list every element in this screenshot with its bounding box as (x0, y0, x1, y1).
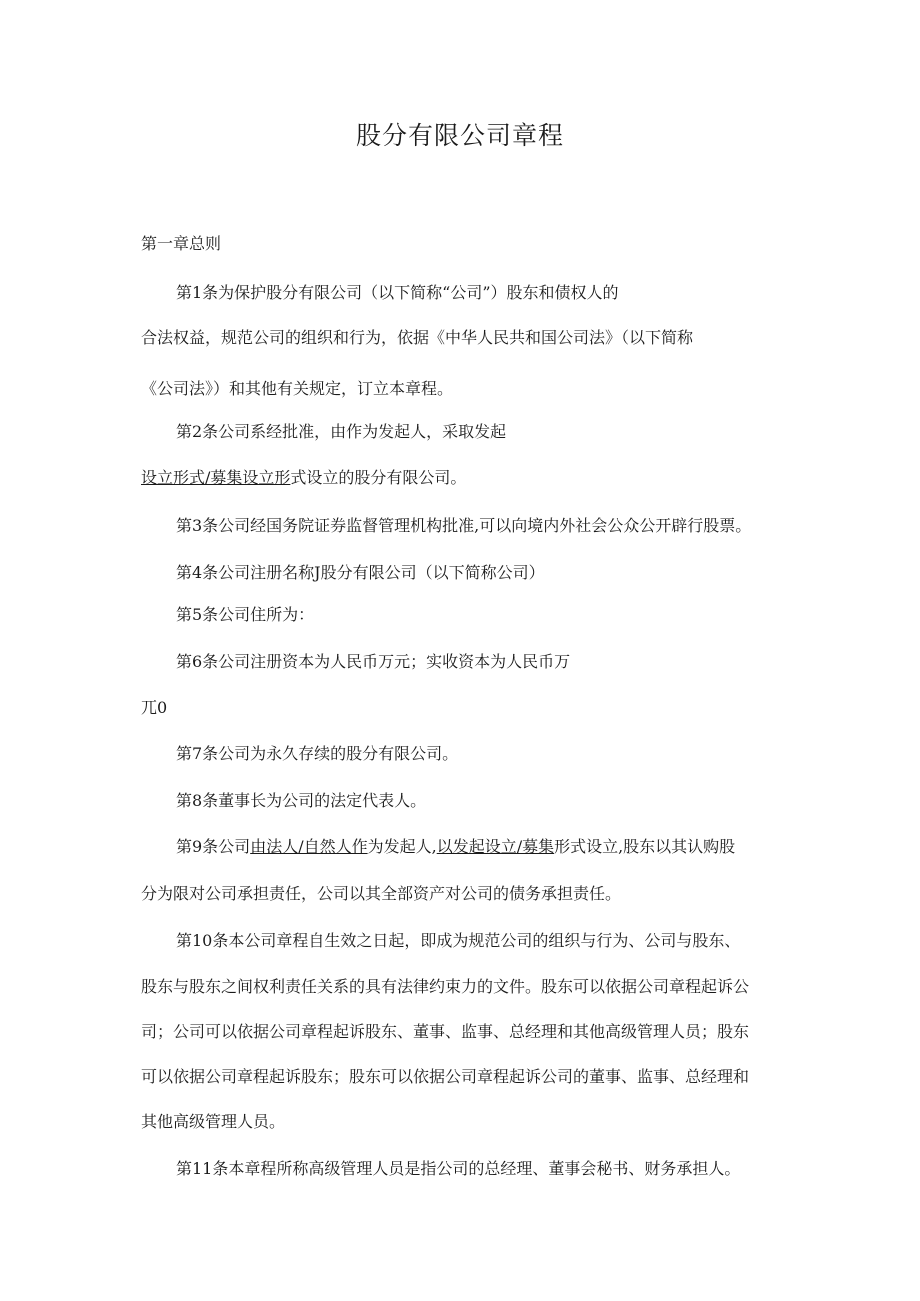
article-9-line-1 (176, 836, 735, 858)
underlined-form-text: 设立形式/募集设立形 (141, 468, 291, 487)
article-9-part-1: 第9条公司 (176, 837, 251, 856)
article-9-part-2: 为发起人, (367, 837, 437, 856)
article-10-line-1: 第10条本公司章程自生效之日起，即成为规范公司的组织与行为、公司与股东、 (176, 931, 741, 950)
article-7: 第7条公司为永久存续的股分有限公司。 (176, 744, 459, 763)
article-10-line-5: 其他高级管理人员。 (141, 1112, 286, 1131)
underlined-founder-type: 由法人/自然人作 (250, 837, 368, 856)
document-title: 股分有限公司章程 (355, 121, 564, 150)
article-4: 第4条公司注册名称J股分有限公司（以下简称公司） (176, 563, 545, 582)
article-11: 第11条本章程所称高级管理人员是指公司的总经理、董事会秘书、财务承担人。 (176, 1159, 741, 1178)
article-10-line-3: 司；公司可以依据公司章程起诉股东、董事、监事、总经理和其他高级管理人员；股东 (141, 1022, 750, 1041)
article-2-line-2-rest: 式设立的股分有限公司。 (290, 468, 467, 487)
article-10-line-2: 股东与股东之间权利责任关系的具有法律约束力的文件。股东可以依据公司章程起诉公 (141, 977, 750, 996)
article-8: 第8条董事长为公司的法定代表人。 (176, 791, 427, 810)
article-6-line-2: 兀0 (141, 698, 168, 717)
article-1-line-1: 第1条为保护股分有限公司（以下简称“公司”）股东和债权人的 (176, 283, 619, 302)
article-9-part-3: 形式设立,股东以其认购股 (554, 837, 736, 856)
article-3: 第3条公司经国务院证券监督管理机构批准,可以向境内外社会公众公开辟行股票。 (176, 516, 752, 535)
article-9-line-2: 分为限对公司承担责任，公司以其全部资产对公司的债务承担责任。 (141, 884, 622, 903)
article-6-line-1: 第6条公司注册资本为人民币万元；实收资本为人民币万 (176, 652, 571, 671)
article-1-line-2: 合法权益，规范公司的组织和行为，依据《中华人民共和国公司法》（以下简称 (141, 328, 694, 347)
article-10-line-4: 可以依据公司章程起诉股东；股东可以依据公司章程起诉公司的董事、监事、总经理和 (141, 1067, 750, 1086)
chapter-heading: 第一章总则 (141, 234, 222, 253)
article-2-line-2 (141, 467, 466, 489)
underlined-establishment-form: 以发起设立/募集 (436, 837, 555, 856)
article-5: 第5条公司住所为： (176, 605, 315, 624)
article-1-line-3: 《公司法》）和其他有关规定，订立本章程。 (141, 379, 454, 398)
article-2-line-1: 第2条公司系经批准，由作为发起人，采取发起 (176, 422, 507, 441)
